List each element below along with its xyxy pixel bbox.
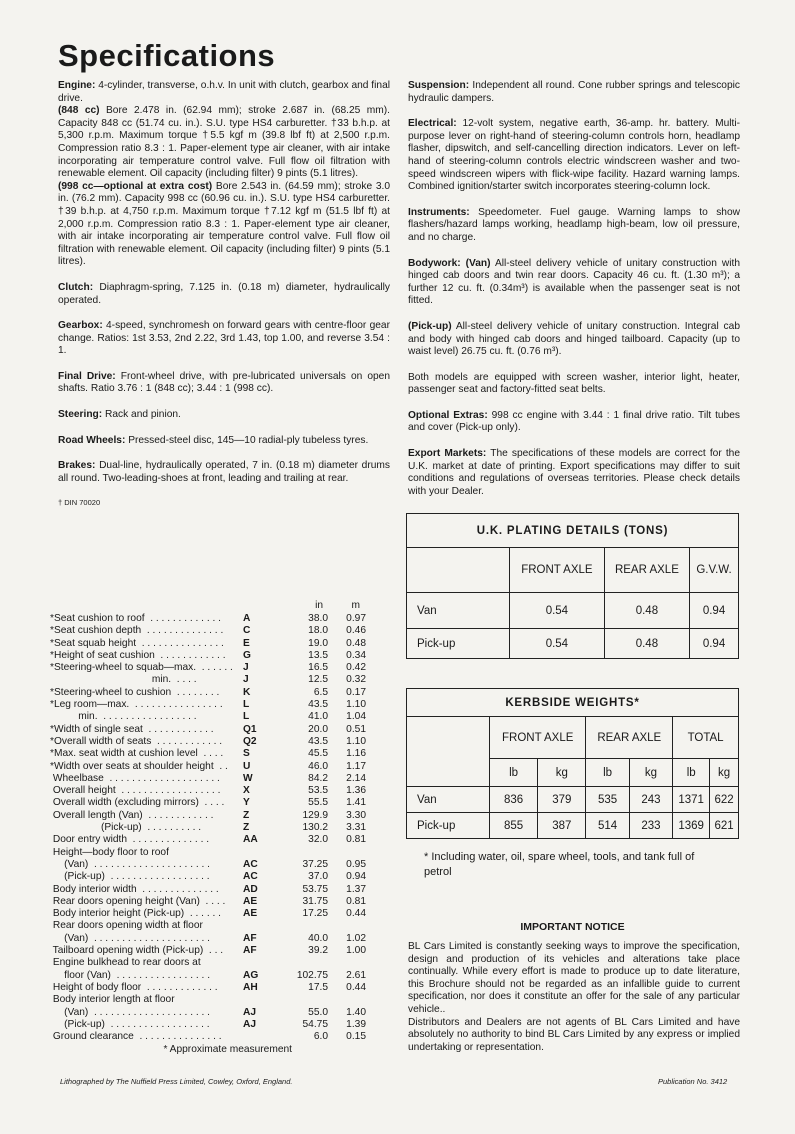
- dimension-inches: 55.0: [308, 1006, 328, 1018]
- dimension-label: *Seat cushion depth . . . . . . . . . . . . . .: [50, 625, 224, 637]
- dimension-row: [50, 847, 380, 859]
- right-column: [408, 80, 740, 511]
- dimension-label: *Max. seat width at cushion level . . . .: [50, 748, 224, 760]
- dimension-metres: 0.48: [346, 637, 366, 649]
- dimension-code: AF: [243, 932, 257, 944]
- dimension-metres: 0.81: [346, 834, 366, 846]
- electrical-section: Electrical: 12-volt system, negative earth, 36-amp. hr. battery. Multi-purpose lever on right-hand of steering-column controls horn, headlamp flasher, dipswitch, and self-cancelling direction indicators. Lever on left-hand of steering-column controls electric windscreen washer and two-speed windscreen wipers with flick-wipe facility. Hazard warning lamps. Combined ignition/starter switch incorporates steering-column lock.: [408, 118, 740, 193]
- dimension-row: [50, 650, 380, 662]
- notice-paragraph: BL Cars Limited is constantly seeking ways to improve the specification, design and production of its vehicles and alterations take place continually. While every effort is made to produce up to date literature, this Brochure should not be regarded as an infallible guide to current specification, nor does it constitute an offer for the sale of any particular vehicle..: [408, 941, 740, 1015]
- dimension-inches: 129.9: [302, 809, 328, 821]
- dimension-code: AD: [243, 883, 258, 895]
- dimension-metres: 3.31: [346, 822, 366, 834]
- dimension-inches: 53.5: [308, 785, 328, 797]
- dimension-inches: 18.0: [308, 625, 328, 637]
- brakes-section: Brakes: Dual-line, hydraulically operated, 7 in. (0.18 m) diameter drums all round. Two-leading-shoes at front, leading and trailing at rear.: [58, 460, 390, 484]
- dimension-code: AJ: [243, 1018, 257, 1030]
- dimension-label: *Leg room—max. . . . . . . . . . . . . . . . .: [50, 699, 223, 711]
- dimension-metres: 0.51: [346, 723, 366, 735]
- dimension-code: AH: [243, 981, 258, 993]
- suspension-section: Suspension: Independent all round. Cone rubber springs and telescopic hydraulic dampers.: [408, 80, 740, 104]
- unit-in-header: in: [315, 600, 323, 611]
- dimension-metres: 1.02: [346, 932, 366, 944]
- dimension-inches: 17.5: [308, 981, 328, 993]
- export-markets-section: Export Markets: The specifications of these models are correct for the U.K. market at date of printing. Export specifications may differ to suit conditions and regulations of overseas territories. Please check details with your Dealer.: [408, 448, 740, 497]
- engine-848-section: (848 cc) Bore 2.478 in. (62.94 mm); stroke 2.687 in. (68.25 mm). Capacity 848 cc (51.74 cu. in.). S.U. type HS4 carburetter. †33 b.h.p. at 5,300 r.p.m. Maximum torque †5.5 kgf m (39.8 lbf ft) at 2,500 r.p.m. Compression ratio 8.3 : 1. Paper-element type air cleaner, with air intake incorporating air temperature control valve. Full flow oil filtration with renewable element. Oil capacity (including filter) 9 pints (5.1 litres).: [58, 105, 390, 180]
- dimension-inches: 19.0: [308, 637, 328, 649]
- dimension-inches: 37.0: [308, 871, 328, 883]
- dimension-code: U: [243, 760, 251, 772]
- dimension-inches: 16.5: [308, 662, 328, 674]
- dimension-row: [50, 613, 380, 625]
- dimension-label: (Pick-up) . . . . . . . . . . . . . . . . . .: [50, 871, 210, 883]
- dimension-metres: 1.39: [346, 1018, 366, 1030]
- dimension-code: L: [243, 699, 250, 711]
- dimension-metres: 0.46: [346, 625, 366, 637]
- dimension-metres: 1.17: [346, 760, 366, 772]
- dimension-row: [50, 933, 380, 945]
- steering-section: Steering: Rack and pinion.: [58, 409, 181, 421]
- dimension-inches: 6.0: [313, 1031, 328, 1043]
- dimension-label: (Van) . . . . . . . . . . . . . . . . . . . . .: [50, 932, 211, 944]
- plating-blank-header: [407, 548, 510, 593]
- dimension-row: [50, 822, 380, 834]
- dimension-row: [50, 699, 380, 711]
- both-models-text: Both models are equipped with screen washer, interior light, heater, passenger seat and factory-fitted seat belts.: [408, 371, 740, 396]
- kerb-row-label: Pick-up: [407, 813, 490, 839]
- dimension-code: J: [243, 674, 249, 686]
- dimension-code: Z: [243, 809, 250, 821]
- dimension-label: Door entry width . . . . . . . . . . . . . .: [50, 834, 210, 846]
- dimension-row: [50, 736, 380, 748]
- dimension-label: *Steering-wheel to cushion . . . . . . . .: [50, 686, 220, 698]
- kerb-front-header: FRONT AXLE: [490, 717, 586, 759]
- dimension-inches: 46.0: [308, 760, 328, 772]
- dimension-code: S: [243, 748, 250, 760]
- plating-cell: 0.94: [690, 593, 739, 629]
- dimension-metres: 1.41: [346, 797, 366, 809]
- dimension-label: Body interior width . . . . . . . . . . . . . .: [50, 883, 219, 895]
- dimension-inches: 38.0: [308, 613, 328, 624]
- dimension-label: *Width of single seat . . . . . . . . . . . .: [50, 723, 214, 735]
- dimensions-footnote: * Approximate measurement: [163, 1044, 292, 1056]
- dimension-metres: 0.94: [346, 871, 366, 883]
- dimension-label: Rear doors opening width at floor: [50, 920, 203, 932]
- plating-cell: 0.54: [510, 593, 605, 629]
- dimension-metres: 0.42: [346, 662, 366, 674]
- dimension-row: [50, 711, 380, 723]
- dimension-code: E: [243, 637, 250, 649]
- dimension-label: *Seat cushion to roof . . . . . . . . . . . . .: [50, 613, 221, 624]
- kerbside-weights-table: [406, 688, 739, 839]
- dimension-inches: 13.5: [308, 649, 328, 661]
- dimension-row: [50, 810, 380, 822]
- dimension-row: [50, 982, 380, 994]
- dimension-code: K: [243, 686, 251, 698]
- dimension-metres: 0.32: [346, 674, 366, 686]
- dimension-label: Overall height . . . . . . . . . . . . . . . . . .: [50, 785, 221, 797]
- plating-caption: U.K. PLATING DETAILS (TONS): [407, 514, 739, 548]
- plating-table: [406, 513, 739, 659]
- dimension-code: AA: [243, 834, 258, 846]
- kerb-cell: 514: [586, 813, 629, 839]
- dimension-label: Overall width (excluding mirrors) . . . .: [50, 797, 225, 809]
- dimension-metres: 1.37: [346, 883, 366, 895]
- dimension-metres: 2.61: [346, 969, 366, 981]
- dimension-code: AG: [243, 969, 259, 981]
- dimension-code: AE: [243, 895, 258, 907]
- dimension-row: [50, 1019, 380, 1031]
- dimension-code: C: [243, 625, 251, 637]
- dimension-row: [50, 957, 380, 969]
- dimension-code: L: [243, 711, 250, 723]
- clutch-section: Clutch: Diaphragm-spring, 7.125 in. (0.18 m) diameter, hydraulically operated.: [58, 281, 390, 306]
- kerb-cell: 1369: [673, 813, 710, 839]
- dimension-metres: 1.10: [346, 699, 366, 711]
- kerb-cell: 243: [629, 787, 672, 813]
- dimension-row: [50, 785, 380, 797]
- dimension-inches: 102.75: [296, 969, 328, 981]
- kerb-row-label: Van: [407, 787, 490, 813]
- dimension-code: Q2: [243, 735, 257, 747]
- dimension-metres: 0.17: [346, 686, 366, 698]
- dimension-label: (Van) . . . . . . . . . . . . . . . . . . . . .: [50, 1006, 211, 1018]
- dimension-metres: 1.40: [346, 1006, 366, 1018]
- dimension-label: (Van) . . . . . . . . . . . . . . . . . . . . .: [50, 858, 211, 870]
- dimension-label: *Height of seat cushion . . . . . . . . . . . .: [50, 649, 226, 661]
- dimension-inches: 130.2: [302, 822, 328, 834]
- dimension-code: A: [243, 613, 251, 624]
- kerb-cell: 1371: [673, 787, 710, 813]
- dimension-row: [50, 748, 380, 760]
- dimension-inches: 20.0: [308, 723, 328, 735]
- dimension-metres: 1.10: [346, 735, 366, 747]
- dimension-code: AF: [243, 945, 257, 957]
- dimension-metres: 0.81: [346, 895, 366, 907]
- plating-gvw-header: G.V.W.: [690, 548, 739, 593]
- notice-title: IMPORTANT NOTICE: [520, 921, 625, 933]
- dimension-code: AC: [243, 858, 258, 870]
- dimension-row: [50, 994, 380, 1006]
- dimension-row: [50, 674, 380, 686]
- kerb-unit: kg: [629, 759, 672, 787]
- plating-row-label: Pick-up: [407, 629, 510, 659]
- dimension-row: [50, 1007, 380, 1019]
- dimension-metres: 0.15: [346, 1031, 366, 1043]
- kerb-cell: 387: [538, 813, 586, 839]
- dimension-metres: 1.04: [346, 711, 366, 723]
- dimension-row: [50, 761, 380, 773]
- kerb-blank-header: [407, 717, 490, 787]
- dimension-label: *Width over seats at shoulder height . .: [50, 760, 228, 772]
- din-note: † DIN 70020: [58, 498, 101, 508]
- dimension-row: [50, 970, 380, 982]
- dimension-row: [50, 625, 380, 637]
- pickup-section: (Pick-up) All-steel delivery vehicle of unitary construction. Integral cab and body with hinged cab doors and hinged tailboard. Capacity (up to waist level) 26.75 cu. ft. (0.76 m³).: [408, 320, 740, 358]
- kerb-rear-header: REAR AXLE: [586, 717, 673, 759]
- dimension-row: [50, 884, 380, 896]
- dimension-inches: 84.2: [308, 772, 328, 784]
- dimension-label: min. . . . .: [50, 674, 197, 686]
- instruments-section: Instruments: Speedometer. Fuel gauge. Warning lamps to show flashers/hazard lamps working, headlamp high-beam, low oil pressure, and no charge.: [408, 206, 740, 243]
- dimension-metres: 1.00: [346, 945, 366, 957]
- dimension-inches: 6.5: [313, 686, 328, 698]
- dimension-row: [50, 834, 380, 846]
- dimension-metres: 0.97: [346, 613, 366, 624]
- dimension-code: Z: [243, 822, 250, 834]
- kerb-caption: KERBSIDE WEIGHTS*: [407, 689, 739, 717]
- dimension-label: (Pick-up) . . . . . . . . . .: [50, 822, 202, 834]
- dimension-inches: 37.25: [302, 858, 328, 870]
- plating-cell: 0.94: [690, 629, 739, 659]
- dimension-code: G: [243, 649, 251, 661]
- dimension-label: Tailboard opening width (Pick-up) . . .: [50, 945, 224, 957]
- dimension-inches: 45.5: [308, 748, 328, 760]
- dimension-label: Ground clearance . . . . . . . . . . . . . . .: [50, 1031, 222, 1043]
- unit-m-header: m: [351, 600, 360, 611]
- dimension-code: Q1: [243, 723, 257, 735]
- dimension-inches: 43.5: [308, 699, 328, 711]
- dimension-row: [50, 773, 380, 785]
- publication-number: Publication No. 3412: [658, 1077, 728, 1086]
- page-title: Specifications: [58, 38, 276, 73]
- dimension-label: Body interior length at floor: [50, 994, 175, 1006]
- dimension-code: AC: [243, 871, 258, 883]
- dimension-row: [50, 638, 380, 650]
- notice-body: [408, 941, 740, 1054]
- plating-cell: 0.54: [510, 629, 605, 659]
- plating-front-header: FRONT AXLE: [510, 548, 605, 593]
- gearbox-section: Gearbox: 4-speed, synchromesh on forward gears with centre-floor gear change. Ratios: 1st 3.53, 2nd 2.22, 3rd 1.43, top 1.00, and reverse 3.54 : 1.: [58, 320, 390, 357]
- dimension-inches: 41.0: [308, 711, 328, 723]
- dimension-code: W: [243, 772, 253, 784]
- kerb-cell: 855: [490, 813, 538, 839]
- dimension-label: floor (Van) . . . . . . . . . . . . . . . . .: [50, 969, 211, 981]
- plating-cell: 0.48: [604, 629, 689, 659]
- dimension-inches: 32.0: [308, 834, 328, 846]
- printer-credit: Lithographed by The Nuffield Press Limited, Cowley, Oxford, England.: [60, 1077, 293, 1086]
- dimension-code: J: [243, 662, 249, 674]
- kerb-unit: kg: [538, 759, 586, 787]
- engine-section: Engine: 4-cylinder, transverse, o.h.v. In unit with clutch, gearbox and final drive.: [58, 80, 390, 104]
- dimension-row: [50, 908, 380, 920]
- dimension-code: Y: [243, 797, 250, 809]
- dimension-label: *Seat squab height . . . . . . . . . . . . . . .: [50, 637, 224, 649]
- dimension-row: [50, 662, 380, 674]
- dimension-inches: 17.25: [302, 908, 328, 920]
- dimension-row: [50, 797, 380, 809]
- kerb-unit: lb: [673, 759, 710, 787]
- dimension-metres: 0.95: [346, 858, 366, 870]
- dimension-row: [50, 724, 380, 736]
- dimension-inches: 40.0: [308, 932, 328, 944]
- kerb-cell: 233: [629, 813, 672, 839]
- dimension-inches: 12.5: [308, 674, 328, 686]
- dimension-row: [50, 687, 380, 699]
- dimension-label: Wheelbase . . . . . . . . . . . . . . . . . . . .: [50, 772, 220, 784]
- kerb-unit: lb: [490, 759, 538, 787]
- dimension-label: (Pick-up) . . . . . . . . . . . . . . . . . .: [50, 1018, 210, 1030]
- dimension-row: [50, 920, 380, 932]
- dimension-code: X: [243, 785, 250, 797]
- dimension-row: [50, 896, 380, 908]
- optional-extras-section: Optional Extras: 998 cc engine with 3.44 : 1 final drive ratio. Tilt tubes and cover (Pick-up only).: [408, 409, 740, 434]
- dimension-label: Rear doors opening height (Van) . . . .: [50, 895, 226, 907]
- left-column: [58, 80, 390, 510]
- dimension-label: min. . . . . . . . . . . . . . . . . .: [50, 711, 197, 723]
- dimension-row: [50, 871, 380, 883]
- plating-rear-header: REAR AXLE: [604, 548, 689, 593]
- kerb-footnote: * Including water, oil, spare wheel, tools, and tank full of petrol: [424, 851, 695, 878]
- kerb-total-header: TOTAL: [673, 717, 739, 759]
- dimension-metres: 3.30: [346, 809, 366, 821]
- dimension-inches: 31.75: [302, 895, 328, 907]
- dimension-metres: 1.16: [346, 748, 366, 760]
- plating-cell: 0.48: [604, 593, 689, 629]
- kerb-unit: lb: [586, 759, 629, 787]
- dimension-label: *Overall width of seats . . . . . . . . . . . .: [50, 735, 223, 747]
- dimensions-table: [50, 600, 380, 1055]
- dimension-row: [50, 945, 380, 957]
- dimension-inches: 43.5: [308, 735, 328, 747]
- dimension-label: Height of body floor . . . . . . . . . . . . .: [50, 981, 218, 993]
- dimension-metres: 2.14: [346, 772, 366, 784]
- kerb-cell: 621: [710, 813, 739, 839]
- dimension-row: [50, 859, 380, 871]
- dimension-code: AJ: [243, 1006, 257, 1018]
- bodywork-section: Bodywork: (Van) All-steel delivery vehicle of unitary construction with hinged cab doors and twin rear doors. Capacity 46 cu. ft. (1.30 m³); a further 12 cu. ft. (0.34m³) is available when the passenger seat is not fitted.: [408, 257, 740, 307]
- plating-row-label: Van: [407, 593, 510, 629]
- dimension-metres: 0.34: [346, 649, 366, 661]
- kerb-cell: 379: [538, 787, 586, 813]
- dimension-inches: 55.5: [308, 797, 328, 809]
- dimension-row: [50, 1031, 380, 1043]
- dimension-label: Body interior height (Pick-up) . . . . . .: [50, 908, 221, 920]
- kerb-cell: 622: [710, 787, 739, 813]
- dimension-metres: 1.36: [346, 785, 366, 797]
- kerb-unit: kg: [710, 759, 739, 787]
- dimension-label: *Steering-wheel to squab—max. . . . . . .: [50, 662, 233, 674]
- road-wheels-section: Road Wheels: Pressed-steel disc, 145—10 radial-ply tubeless tyres.: [58, 434, 369, 446]
- dimension-label: Engine bulkhead to rear doors at: [50, 957, 201, 969]
- dimension-code: AE: [243, 908, 258, 920]
- dimension-inches: 39.2: [308, 945, 328, 957]
- engine-998-section: (998 cc—optional at extra cost) Bore 2.543 in. (64.59 mm); stroke 3.0 in. (76.2 mm). Capacity 998 cc (60.96 cu. in.). S.U. type HS4 carburetter. †39 b.h.p. at 4,750 r.p.m. Maximum torque †7.12 kgf m (51.5 lbf ft) at 2,000 r.p.m. Compression ratio 8.3 : 1. Paper-element type air cleaner, with air intake incorporating air temperature control valve. Full flow oil filtration with renewable element. Oil capacity (including filter) 9 pints (5.1 litres).: [58, 180, 390, 268]
- dimension-metres: 0.44: [346, 908, 366, 920]
- kerb-cell: 535: [586, 787, 629, 813]
- dimension-label: Overall length (Van) . . . . . . . . . . . .: [50, 809, 214, 821]
- kerb-cell: 836: [490, 787, 538, 813]
- notice-paragraph: Distributors and Dealers are not agents of BL Cars Limited and have absolutely no authority to bind BL Cars Limited by any express or implied undertaking or representation.: [408, 1016, 740, 1053]
- final-drive-section: Final Drive: Front-wheel drive, with pre-lubricated universals on open shafts. Ratio 3.76 : 1 (848 cc); 3.44 : 1 (998 cc).: [58, 370, 390, 395]
- dimension-metres: 0.44: [346, 981, 366, 993]
- dimension-inches: 53.75: [302, 883, 328, 895]
- dimension-label: Height—body floor to roof: [50, 846, 169, 858]
- dimension-inches: 54.75: [302, 1018, 328, 1030]
- dimensions-rows: [50, 613, 380, 1043]
- dimensions-header: [50, 600, 380, 613]
